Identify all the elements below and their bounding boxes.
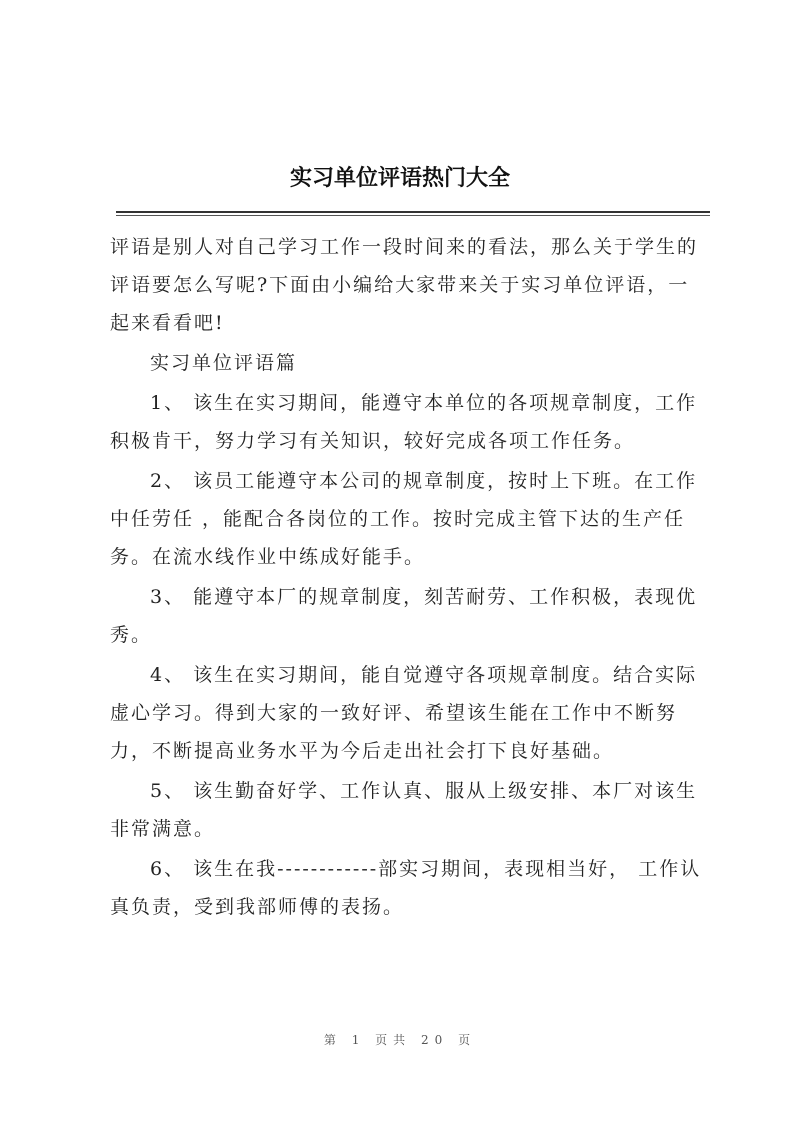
page-number-footer: 第 1 页共 20 页: [323, 1033, 477, 1047]
intro-paragraph: 评语是别人对自己学习工作一段时间来的看法，那么关于学生的评语要怎么写呢?下面由小编给大家带来关于实习单位评语，一起来看看吧!: [110, 236, 699, 334]
comment-paragraph-5: 5、 该生勤奋好学、工作认真、服从上级安排、本厂对该生非常满意。: [110, 780, 698, 840]
comment-paragraph-3: 3、 能遵守本厂的规章制度，刻苦耐劳、工作积极，表现优秀。: [110, 586, 698, 646]
title-rule-thick: [116, 211, 710, 213]
comment-paragraph-4: 4、 该生在实习期间，能自觉遵守各项规章制度。结合实际虚心学习。得到大家的一致好评、希望该生能在工作中不断努力，不断提高业务水平为今后走出社会打下良好基础。: [110, 664, 698, 762]
section-heading: 实习单位评语篇: [150, 352, 298, 374]
document-title: 实习单位评语热门大全: [289, 166, 510, 191]
document-body: [110, 228, 710, 928]
comment-paragraph-6: 6、 该生在我------------部实习期间，表现相当好， 工作认真负责，受到我部师傅的表扬。: [110, 858, 702, 918]
comment-paragraph-2: 2、 该员工能遵守本公司的规章制度，按时上下班。在工作中任劳任 ，能配合各岗位的工作。按时完成主管下达的生产任务。在流水线作业中练成好能手。: [110, 470, 698, 568]
title-rule-thin: [116, 215, 710, 216]
comment-paragraph-1: 1、 该生在实习期间，能遵守本单位的各项规章制度，工作积极肯干，努力学习有关知识，较好完成各项工作任务。: [110, 392, 698, 452]
